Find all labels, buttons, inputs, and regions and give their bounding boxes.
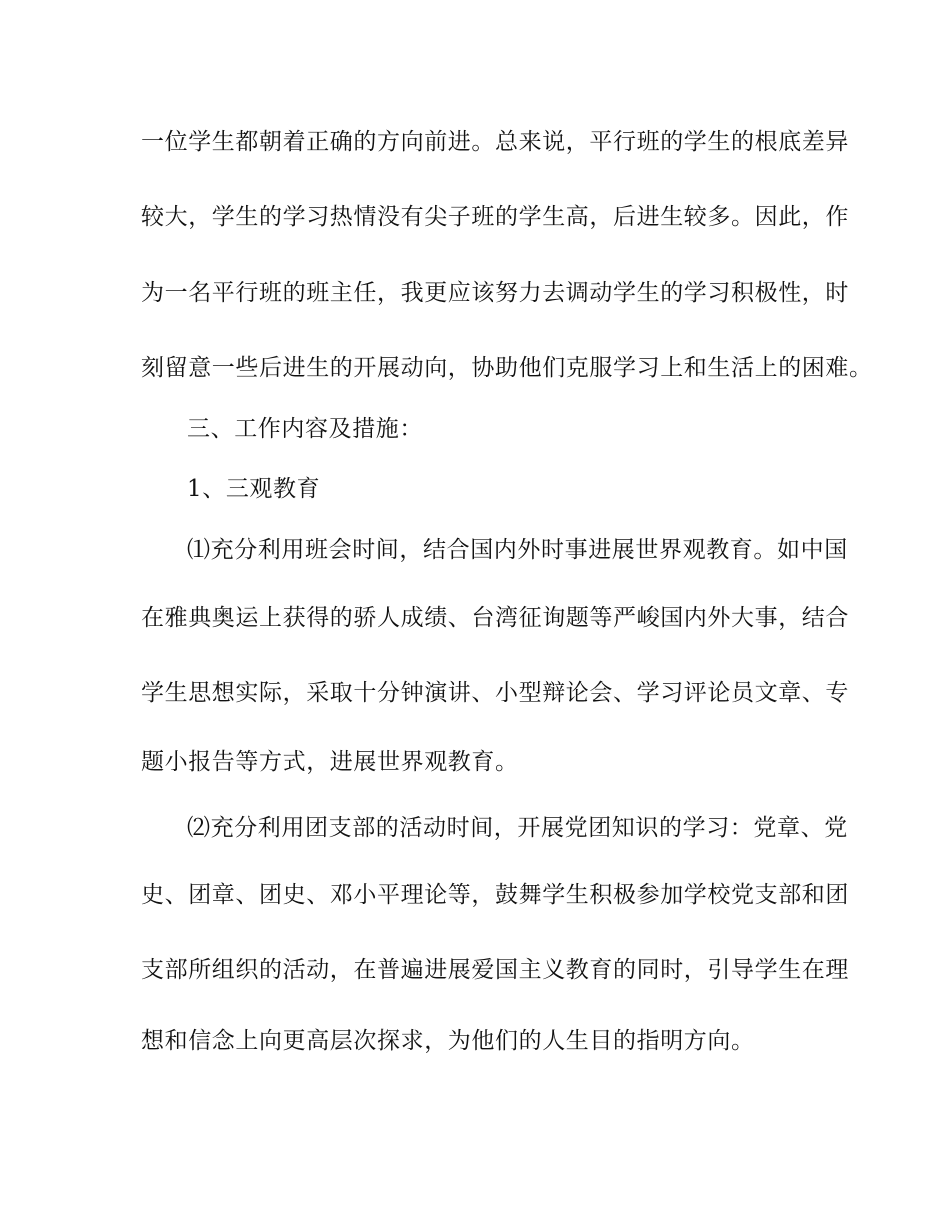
section-heading: 三、工作内容及措施：: [187, 416, 423, 442]
paragraph-line: 一位学生都朝着正确的方向前进。总来说，平行班的学生的根底差异: [141, 129, 849, 155]
paragraph-line: 学生思想实际，采取十分钟演讲、小型辩论会、学习评论员文章、专: [141, 680, 849, 706]
subsection-heading: 1、三观教育: [187, 476, 321, 502]
paragraph-line: 支部所组织的活动，在普遍进展爱国主义教育的同时，引导学生在理: [141, 957, 849, 983]
paragraph-line: ⑵充分利用团支部的活动时间，开展党团知识的学习：党章、党: [187, 815, 848, 841]
paragraph-line: 想和信念上向更高层次探求，为他们的人生目的指明方向。: [141, 1028, 755, 1054]
paragraph-line: 史、团章、团史、邓小平理论等，鼓舞学生积极参加学校党支部和团: [141, 882, 849, 908]
paragraph-line: 为一名平行班的班主任，我更应该努力去调动学生的学习积极性，时: [141, 280, 849, 306]
paragraph-line: 刻留意一些后进生的开展动向，协助他们克服学习上和生活上的困难。: [141, 355, 873, 381]
paragraph-line: 较大，学生的学习热情没有尖子班的学生高，后进生较多。因此，作: [141, 204, 849, 230]
paragraph-line: 在雅典奥运上获得的骄人成绩、台湾征询题等严峻国内外大事，结合: [141, 605, 849, 631]
paragraph-line: ⑴充分利用班会时间，结合国内外时事进展世界观教育。如中国: [187, 537, 848, 563]
paragraph-line: 题小报告等方式，进展世界观教育。: [141, 749, 519, 775]
